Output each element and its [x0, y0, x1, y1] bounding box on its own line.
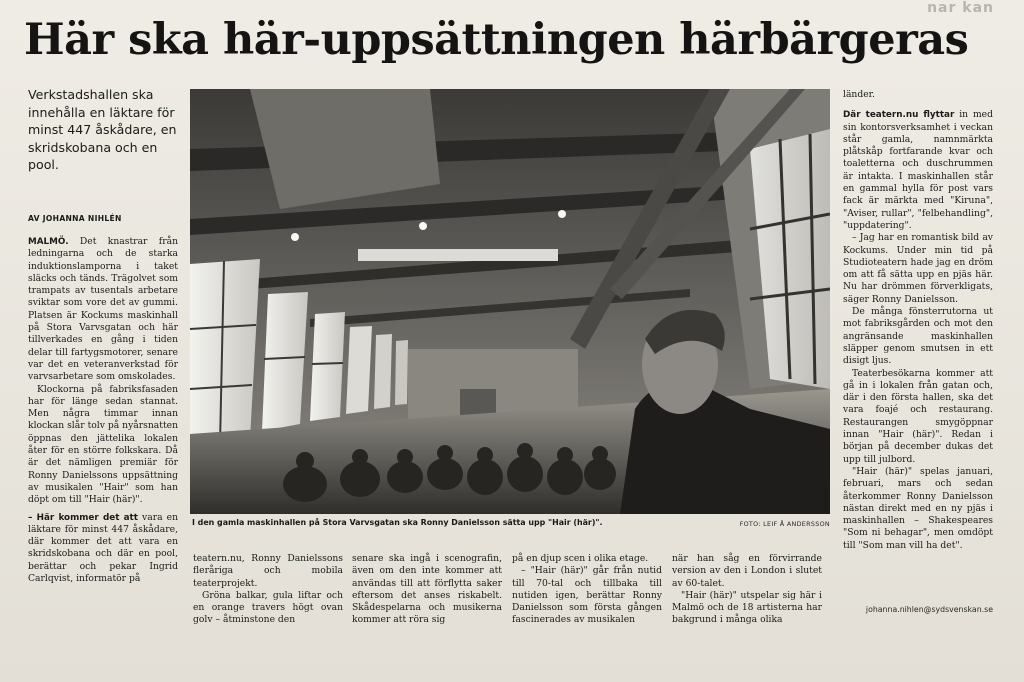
paragraph: Gröna balkar, gula liftar och en orange travers högt ovan golv – åtminstone den — [193, 589, 343, 626]
paragraph: Det knastrar från ledningarna och de starka induktionslamporna i taket släcks och tänds. Trägolvet som trampats av tusentals arbetare sviktar som vore det av gummi. Platsen är Kockums maskinhall på Stora Varvsgatan och här tillverkades en gång i tiden delar till fartygsmotorer, senare var det en veteranverkstad för varvsarbetare som omskolades. — [28, 236, 178, 383]
column-4 — [512, 553, 662, 627]
photo-maskinhallen — [190, 89, 830, 514]
byline: AV JOHANNA NIHLÉN — [28, 214, 122, 223]
author-email: johanna.nihlen@sydsvenskan.se — [865, 605, 993, 614]
paragraph: när han såg en förvirrande version av den i London i slutet av 60-talet. — [672, 553, 822, 589]
paragraph: De många fönsterrutorna ut mot fabriksgården och mot den angränsande maskinhallen släpper genom smutsen in ett disigt ljus. — [843, 306, 993, 367]
column-3 — [352, 553, 502, 627]
bleed-through-text: nar kan — [927, 0, 994, 16]
headline: Här ska här-uppsättningen härbärgeras — [24, 15, 969, 65]
paragraph: Klockorna på fabriksfasaden har för länge sedan stannat. Men några timmar innan klockan slår tolv på nyårsnatten öppnas den jättelika lokalen åter för en större folkskara. Då är det nämligen premiär för Ronny Danielssons uppsättning av musikalen "Hair" som han döpt om till "Hair (här)". — [28, 383, 178, 506]
paragraph: på en djup scen i olika etage. — [512, 553, 649, 564]
paragraph: – "Hair (här)" går från nutid till 70-tal och tillbaka till nutiden igen, berättar Ronny Danielsson som första gången fascinerades av musikalen — [512, 565, 662, 626]
paragraph: in med sin kontorsverksamhet i veckan står gamla, namnmärkta plåtskåp fortfarande kvar och toaletterna och duschrummen är intakta. I maskinhallen står en gammal hylla för post vars fack är märkta med "Kiruna", "Aviser, rullar", "felbehandling", "uppdatering". — [843, 109, 993, 231]
paragraph: "Hair (här)" spelas januari, februari, mars och sedan återkommer Ronny Danielsson nästan direkt med en ny pjäs i maskinhallen – Shakespeares "Som ni behagar", men omdöpt till "Som man vill ha det". — [843, 465, 993, 551]
paragraph: – Jag har en romantisk bild av Kockums. Under min tid på Studioteatern hade jag en dröm om att få sätta upp en pjäs här. Nu har drömmen förverkligats, säger Ronny Danielsson. — [843, 232, 993, 305]
paragraph: senare ska ingå i scenografin, även om den inte kommer att användas till att förflytta saker eftersom det anses riskabelt. Skådespelarna och musikerna kommer att röra sig — [352, 553, 502, 626]
paragraph: teatern.nu, Ronny Danielssons fleråriga och mobila teaterprojekt. — [193, 553, 343, 589]
column-1 — [28, 236, 178, 585]
paragraph: vara en läktare för minst 447 åskådare, där kommer det att vara en skridskobana och där en pool, berättar och pekar Ingrid Carlqvist, informatör på — [28, 511, 178, 585]
subhead: Där teatern.nu flyttar — [843, 110, 955, 121]
paragraph: länder. — [843, 89, 875, 100]
dateline: MALMÖ. — [28, 237, 69, 247]
column-right — [843, 89, 993, 552]
column-2 — [193, 553, 343, 627]
paragraph: Teaterbesökarna kommer att gå in i lokalen från gatan och, där i den första hallen, ska det vara foajé och restaurang. Restaurangen smygöppnar innan "Hair (här)". Redan i början på december dukas det upp till julbord. — [843, 367, 993, 465]
photo-caption: I den gamla maskinhallen på Stora Varvsgatan ska Ronny Danielsson sätta upp "Hair (här)". — [192, 518, 603, 527]
column-5 — [672, 553, 822, 627]
photo-credit: FOTO: LEIF Å ANDERSSON — [739, 520, 830, 528]
paragraph: "Hair (här)" utspelar sig här i Malmö och de 18 artisterna har bakgrund i många olika — [672, 589, 822, 626]
ingress: Verkstadshallen ska innehålla en läktare för minst 447 åskådare, en skridskobana och en pool. — [28, 87, 177, 172]
hall-photo-illustration — [190, 89, 830, 514]
subhead: – Här kommer det att — [28, 512, 138, 523]
